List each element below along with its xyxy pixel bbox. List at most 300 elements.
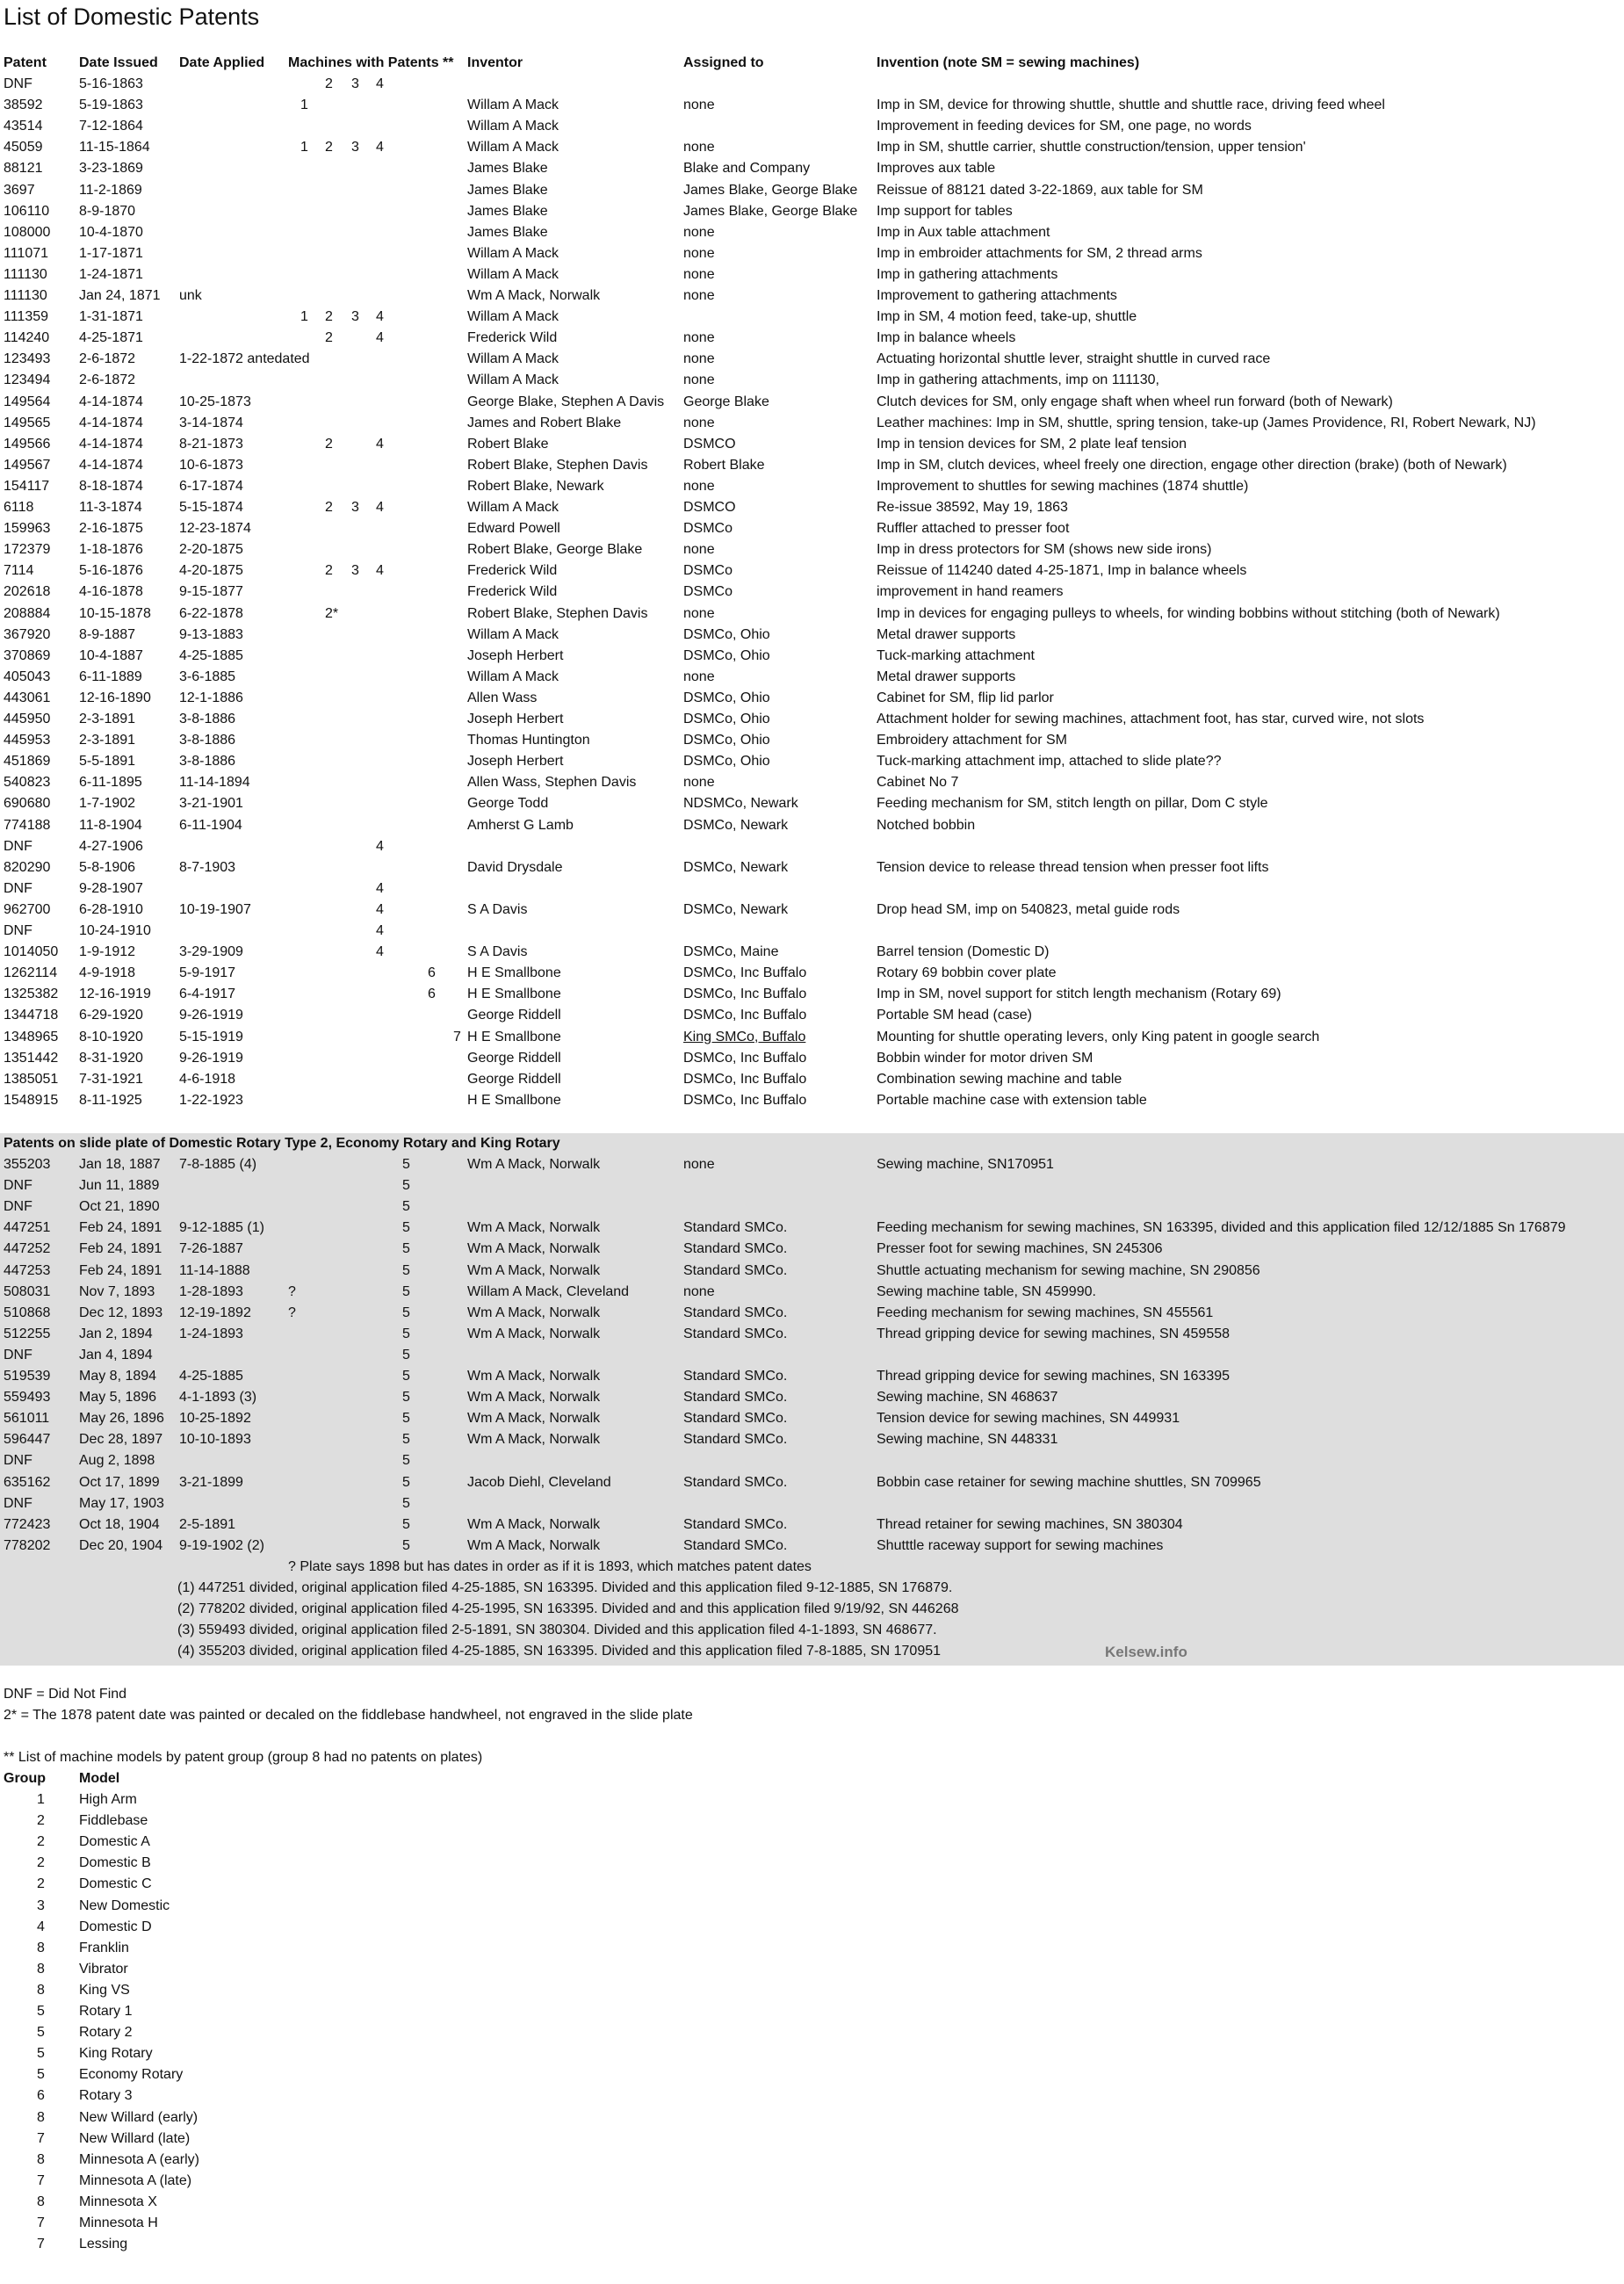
date-applied: 6-11-1904	[179, 817, 242, 833]
assigned-to: DSMCo, Ohio	[683, 754, 770, 770]
invention-description: Metal drawer supports	[877, 669, 1016, 684]
footnote-star: 2* = The 1878 patent date was painted or decaled on the fiddlebase handwheel, not engraved in the slide plate	[4, 1708, 693, 1723]
table-row	[0, 1239, 1624, 1260]
patent-number: 149565	[4, 415, 51, 430]
assigned-to: DSMCo, Ohio	[683, 647, 770, 663]
date-issued: 9-28-1907	[79, 880, 143, 896]
patent-number: 1385051	[4, 1071, 59, 1087]
table-row	[0, 604, 1624, 625]
assigned-to: DSMCO	[683, 436, 736, 452]
date-issued: 10-4-1887	[79, 647, 143, 663]
table-row	[0, 857, 1624, 878]
machine-group-mark: 5	[402, 1220, 410, 1236]
inventor: Wm A Mack, Norwalk	[467, 1537, 601, 1553]
model-row	[0, 1917, 1624, 1938]
assigned-to: none	[683, 330, 715, 346]
machine-group-mark: 5	[402, 1283, 410, 1299]
header-assigned-to: Assigned to	[683, 55, 764, 70]
inventor: Frederick Wild	[467, 330, 558, 346]
machine-group-mark: 5	[402, 1537, 410, 1553]
patent-number: DNF	[4, 1199, 32, 1215]
table-row	[0, 900, 1624, 921]
assigned-to: George Blake	[683, 394, 769, 409]
table-row	[0, 560, 1624, 582]
invention-description: Mounting for shuttle operating levers, only King patent in google search	[877, 1029, 1320, 1044]
table-row	[0, 921, 1624, 942]
machine-group-mark: 2	[325, 309, 333, 325]
date-applied: 9-12-1885 (1)	[179, 1220, 264, 1236]
model-group: 8	[37, 2151, 45, 2167]
date-issued: 6-28-1910	[79, 901, 143, 917]
date-issued: 4-14-1874	[79, 415, 143, 430]
inventor: Joseph Herbert	[467, 712, 564, 726]
inventor: Willam A Mack	[467, 351, 559, 367]
assigned-to: DSMCo, Newark	[683, 901, 789, 917]
model-name: King Rotary	[79, 2046, 153, 2062]
patent-number: 172379	[4, 542, 51, 558]
inventor: Willam A Mack	[467, 309, 559, 325]
table-header-row	[0, 53, 1624, 74]
assigned-to: none	[683, 1157, 715, 1172]
date-applied: 9-19-1902 (2)	[179, 1537, 264, 1553]
patent-number: 123494	[4, 372, 51, 388]
header-inventor: Inventor	[467, 55, 523, 70]
invention-description: Imp in balance wheels	[877, 330, 1016, 346]
date-issued: 7-12-1864	[79, 119, 143, 134]
invention-description: Bobbin winder for motor driven SM	[877, 1050, 1093, 1066]
patent-number: 6118	[4, 500, 34, 515]
date-issued: Feb 24, 1891	[79, 1220, 162, 1236]
date-issued: 8-11-1925	[79, 1092, 142, 1108]
table-row	[0, 625, 1624, 646]
date-applied: 3-21-1901	[179, 796, 243, 812]
model-name: Economy Rotary	[79, 2067, 184, 2083]
model-row	[0, 1896, 1624, 1917]
patent-number: 38592	[4, 98, 43, 113]
machine-group-mark: 4	[376, 436, 384, 452]
invention-description: Tension device for sewing machines, SN 449931	[877, 1411, 1180, 1427]
model-name: New Willard (late)	[79, 2130, 191, 2146]
date-applied: 9-26-1919	[179, 1050, 243, 1066]
table-row	[0, 984, 1624, 1005]
invention-description: Improvement in feeding devices for SM, one page, no words	[877, 119, 1252, 134]
machine-group-mark: 4	[376, 500, 384, 515]
inventor: James Blake	[467, 182, 548, 198]
invention-description: Reissue of 88121 dated 3-22-1869, aux table for SM	[877, 182, 1203, 198]
patent-number: 1014050	[4, 944, 59, 960]
slide-plate-note: (2) 778202 divided, original application filed 4-25-1995, SN 163395. Divided and and this application filed 9/19/92, SN 446268	[177, 1601, 959, 1617]
table-row	[0, 582, 1624, 603]
table-row	[0, 772, 1624, 793]
patent-number: 447252	[4, 1241, 51, 1257]
model-row	[0, 1980, 1624, 2001]
invention-description: Feeding mechanism for sewing machines, SN 163395, divided and this application filed 12/12/1885 Sn 176879	[877, 1220, 1566, 1236]
invention-description: Sewing machine, SN 448331	[877, 1432, 1058, 1448]
machine-group-mark: 2	[325, 140, 333, 155]
inventor: Thomas Huntington	[467, 733, 590, 748]
inventor: Willam A Mack	[467, 140, 559, 155]
date-applied: 3-14-1874	[179, 415, 243, 430]
machine-group-mark: 3	[351, 76, 359, 91]
model-row	[0, 2129, 1624, 2150]
date-issued: 11-15-1864	[79, 140, 150, 155]
models-header-group: Group	[4, 1771, 46, 1786]
date-issued: 5-16-1876	[79, 563, 143, 579]
model-group: 2	[37, 1813, 45, 1829]
table-row	[0, 1450, 1624, 1471]
patent-number: 519539	[4, 1369, 51, 1384]
patent-number: DNF	[4, 838, 32, 854]
machine-group-mark: 1	[300, 140, 308, 155]
machine-group-mark: 5	[402, 1495, 410, 1511]
invention-description: Thread gripping device for sewing machines, SN 163395	[877, 1369, 1231, 1384]
machine-group-mark: 4	[376, 944, 384, 960]
invention-description: Tension device to release thread tension when presser foot lifts	[877, 859, 1269, 875]
table-row	[0, 963, 1624, 984]
patent-number: 447253	[4, 1262, 51, 1278]
assigned-to: DSMCo, Inc Buffalo	[683, 1071, 807, 1087]
model-name: Minnesota A (late)	[79, 2172, 192, 2188]
date-issued: Nov 7, 1893	[79, 1283, 155, 1299]
machine-group-mark: 5	[402, 1157, 410, 1172]
invention-description: Imp in embroider attachments for SM, 2 thread arms	[877, 245, 1202, 261]
patent-number: 561011	[4, 1411, 50, 1427]
assigned-to: James Blake, George Blake	[683, 203, 858, 219]
date-applied: 1-24-1893	[179, 1326, 243, 1341]
table-row	[0, 1429, 1624, 1450]
invention-description: Tuck-marking attachment imp, attached to slide plate??	[877, 754, 1222, 770]
model-group: 7	[37, 2130, 45, 2146]
date-issued: 8-18-1874	[79, 478, 143, 494]
date-issued: 11-2-1869	[79, 182, 142, 198]
invention-description: Imp in SM, novel support for stitch length mechanism (Rotary 69)	[877, 987, 1281, 1002]
assigned-to: DSMCo, Ohio	[683, 626, 770, 642]
date-applied: 9-15-1877	[179, 584, 243, 600]
invention-description: Sewing machine, SN 468637	[877, 1390, 1058, 1406]
inventor: George Riddell	[467, 1008, 561, 1023]
assigned-to: Standard SMCo.	[683, 1411, 788, 1427]
date-issued: Dec 12, 1893	[79, 1305, 163, 1320]
date-applied: 8-21-1873	[179, 436, 243, 452]
date-issued: 6-11-1895	[79, 775, 142, 791]
header-date-applied: Date Applied	[179, 55, 265, 70]
table-row	[0, 370, 1624, 391]
date-issued: 1-17-1871	[79, 245, 143, 261]
table-row	[0, 815, 1624, 836]
invention-description: Improves aux table	[877, 161, 996, 177]
patent-number: 635162	[4, 1474, 51, 1490]
model-name: Fiddlebase	[79, 1813, 148, 1829]
date-issued: Dec 20, 1904	[79, 1537, 163, 1553]
date-applied: 11-14-1894	[179, 775, 250, 791]
date-issued: 1-24-1871	[79, 266, 143, 282]
inventor: Robert Blake	[467, 436, 549, 452]
table-row	[0, 1175, 1624, 1196]
page-title: List of Domestic Patents	[4, 4, 260, 30]
inventor: James Blake	[467, 161, 548, 177]
patent-number: 7114	[4, 563, 34, 579]
inventor: George Riddell	[467, 1071, 561, 1087]
machine-group-mark: 6	[428, 987, 436, 1002]
invention-description: Imp in SM, device for throwing shuttle, shuttle and shuttle race, driving feed wheel	[877, 98, 1385, 113]
date-applied: 4-25-1885	[179, 1369, 243, 1384]
model-group: 1	[37, 1792, 45, 1807]
date-issued: 4-9-1918	[79, 965, 136, 981]
patent-number: 123493	[4, 351, 51, 367]
inventor: H E Smallbone	[467, 987, 561, 1002]
date-issued: 5-19-1863	[79, 98, 143, 113]
date-issued: 2-16-1875	[79, 521, 143, 537]
table-row	[0, 1261, 1624, 1282]
inventor: Willam A Mack	[467, 372, 559, 388]
table-row	[0, 1282, 1624, 1303]
patent-number: 106110	[4, 203, 50, 219]
model-group: 8	[37, 2109, 45, 2125]
assigned-to: Standard SMCo.	[683, 1241, 788, 1257]
date-applied: 6-17-1874	[179, 478, 243, 494]
table-row	[0, 646, 1624, 667]
model-row	[0, 2064, 1624, 2085]
table-row	[0, 1536, 1624, 1557]
date-applied: 2-20-1875	[179, 542, 243, 558]
table-row	[0, 116, 1624, 137]
inventor: Willam A Mack	[467, 119, 559, 134]
date-issued: 11-8-1904	[79, 817, 142, 833]
inventor: Robert Blake, George Blake	[467, 542, 643, 558]
patent-number: DNF	[4, 1453, 32, 1469]
assigned-to: DSMCo	[683, 584, 733, 600]
machine-group-mark: 5	[402, 1326, 410, 1341]
machine-group-mark: 2	[325, 500, 333, 515]
machine-group-mark: 2	[325, 76, 333, 91]
inventor: Wm A Mack, Norwalk	[467, 288, 601, 303]
date-applied: 7-26-1887	[179, 1241, 243, 1257]
date-issued: 5-5-1891	[79, 754, 136, 770]
model-name: Domestic B	[79, 1855, 151, 1871]
date-applied: 1-22-1923	[179, 1092, 243, 1108]
patent-number: 451869	[4, 754, 51, 770]
slide-plate-note: (4) 355203 divided, original application filed 4-25-1885, SN 163395. Divided and this application filed 7-8-1885, SN 170951	[177, 1644, 942, 1659]
invention-description: Combination sewing machine and table	[877, 1071, 1122, 1087]
assigned-to: none	[683, 1283, 715, 1299]
inventor: Edward Powell	[467, 521, 560, 537]
model-group: 8	[37, 2194, 45, 2209]
patent-number: 445953	[4, 733, 51, 748]
invention-description: Attachment holder for sewing machines, attachment foot, has star, curved wire, not slots	[877, 712, 1425, 726]
assigned-to: King SMCo, Buffalo	[683, 1029, 806, 1044]
date-applied: 5-15-1874	[179, 500, 243, 515]
date-issued: 10-4-1870	[79, 224, 143, 240]
model-row	[0, 1959, 1624, 1980]
machine-group-mark: 3	[351, 500, 359, 515]
machine-group-mark: 5	[402, 1347, 410, 1362]
invention-description: Embroidery attachment for SM	[877, 733, 1067, 748]
inventor: James and Robert Blake	[467, 415, 622, 430]
table-row	[0, 539, 1624, 560]
inventor: Willam A Mack	[467, 98, 559, 113]
inventor: Wm A Mack, Norwalk	[467, 1220, 601, 1236]
invention-description: Bobbin case retainer for sewing machine shuttles, SN 709965	[877, 1474, 1261, 1490]
model-row	[0, 2171, 1624, 2192]
table-row	[0, 1366, 1624, 1387]
model-group: 8	[37, 1982, 45, 1998]
table-row	[0, 1408, 1624, 1429]
assigned-to: none	[683, 288, 715, 303]
patent-number: 43514	[4, 119, 43, 134]
model-row	[0, 2085, 1624, 2107]
date-applied: 3-8-1886	[179, 733, 236, 748]
assigned-to: Blake and Company	[683, 161, 811, 177]
table-row	[0, 1345, 1624, 1366]
patent-number: 559493	[4, 1390, 51, 1406]
date-applied: 12-1-1886	[179, 690, 243, 705]
date-applied: unk	[179, 288, 202, 303]
machine-group-mark: 2	[325, 436, 333, 452]
table-row	[0, 1154, 1624, 1175]
date-applied: 7-8-1885 (4)	[179, 1157, 257, 1172]
invention-description: Feeding mechanism for SM, stitch length on pillar, Dom C style	[877, 796, 1268, 812]
inventor: Allen Wass, Stephen Davis	[467, 775, 637, 791]
model-name: Rotary 3	[79, 2088, 133, 2104]
table-row	[0, 878, 1624, 900]
assigned-to: DSMCo, Ohio	[683, 733, 770, 748]
inventor: Wm A Mack, Norwalk	[467, 1241, 601, 1257]
model-group: 8	[37, 1940, 45, 1955]
inventor: S A Davis	[467, 944, 528, 960]
patent-number: DNF	[4, 1495, 32, 1511]
date-applied: 10-25-1892	[179, 1411, 251, 1427]
patent-number: 405043	[4, 669, 51, 684]
invention-description: Thread retainer for sewing machines, SN 380304	[877, 1516, 1183, 1532]
model-row	[0, 2213, 1624, 2234]
inventor: Willam A Mack, Cleveland	[467, 1283, 630, 1299]
patent-number: 1344718	[4, 1008, 59, 1023]
table-row	[0, 730, 1624, 751]
invention-description: Improvement to gathering attachments	[877, 288, 1117, 303]
table-row	[0, 1069, 1624, 1090]
date-applied: 10-10-1893	[179, 1432, 251, 1448]
machine-group-mark: 5	[402, 1453, 410, 1469]
patent-number: 1351442	[4, 1050, 59, 1066]
patent-number: 778202	[4, 1537, 51, 1553]
table-row	[0, 1048, 1624, 1069]
patent-number: 443061	[4, 690, 51, 705]
invention-description: Sewing machine, SN170951	[877, 1157, 1054, 1172]
table-row	[0, 1196, 1624, 1218]
assigned-to: DSMCo	[683, 563, 733, 579]
date-issued: Feb 24, 1891	[79, 1241, 162, 1257]
date-issued: 1-9-1912	[79, 944, 136, 960]
invention-description: Imp in gathering attachments	[877, 266, 1058, 282]
machine-group-mark: 2	[325, 330, 333, 346]
machine-group-mark: 4	[376, 330, 384, 346]
machine-group-mark: 1	[300, 98, 308, 113]
date-issued: May 8, 1894	[79, 1369, 157, 1384]
patent-number: 1348965	[4, 1029, 59, 1044]
inventor: Robert Blake, Stephen Davis	[467, 605, 648, 621]
date-issued: 4-27-1906	[79, 838, 143, 854]
inventor: Willam A Mack	[467, 500, 559, 515]
table-row	[0, 667, 1624, 688]
table-row	[0, 1090, 1624, 1111]
machine-group-mark: 7	[453, 1029, 461, 1044]
machine-group-mark: 4	[376, 563, 384, 579]
patent-number: 3697	[4, 182, 35, 198]
header-machines: Machines with Patents **	[288, 55, 454, 70]
date-issued: 8-31-1920	[79, 1050, 143, 1066]
model-group: 5	[37, 2046, 45, 2062]
model-row	[0, 1853, 1624, 1874]
assigned-to: DSMCo, Ohio	[683, 690, 770, 705]
inventor: George Riddell	[467, 1050, 561, 1066]
assigned-to: none	[683, 245, 715, 261]
patent-number: 111130	[4, 266, 47, 282]
inventor: George Blake, Stephen A Davis	[467, 394, 665, 409]
invention-description: Imp in SM, 4 motion feed, take-up, shuttle	[877, 309, 1137, 325]
assigned-to: none	[683, 140, 715, 155]
date-applied: 10-25-1873	[179, 394, 251, 409]
patent-number: 111359	[4, 309, 49, 325]
table-row	[0, 1493, 1624, 1514]
date-issued: 8-9-1887	[79, 626, 136, 642]
model-group: 5	[37, 2067, 45, 2083]
model-name: Rotary 2	[79, 2025, 133, 2041]
patent-number: 596447	[4, 1432, 51, 1448]
model-name: Franklin	[79, 1940, 129, 1955]
slide-plate-note: ? Plate says 1898 but has dates in order as if it is 1893, which matches patent dates	[288, 1559, 812, 1574]
inventor: David Drysdale	[467, 859, 563, 875]
date-issued: 2-6-1872	[79, 351, 136, 367]
machine-group-mark: 5	[402, 1516, 410, 1532]
patent-number: DNF	[4, 923, 32, 938]
invention-description: Reissue of 114240 dated 4-25-1871, Imp in balance wheels	[877, 563, 1247, 579]
assigned-to: DSMCo, Inc Buffalo	[683, 987, 807, 1002]
model-group: 2	[37, 1855, 45, 1871]
date-issued: Jun 11, 1889	[79, 1178, 160, 1194]
date-applied: 5-9-1917	[179, 965, 236, 981]
assigned-to: none	[683, 775, 715, 791]
date-issued: 4-16-1878	[79, 584, 143, 600]
inventor: Willam A Mack	[467, 266, 559, 282]
inventor: Wm A Mack, Norwalk	[467, 1411, 601, 1427]
inventor: James Blake	[467, 224, 548, 240]
invention-description: Imp in dress protectors for SM (shows new side irons)	[877, 542, 1212, 558]
patent-number: DNF	[4, 1178, 32, 1194]
assigned-to: James Blake, George Blake	[683, 182, 858, 198]
patent-number: 355203	[4, 1157, 51, 1172]
patent-number: 772423	[4, 1516, 51, 1532]
model-group: 2	[37, 1876, 45, 1892]
table-row	[0, 413, 1624, 434]
invention-description: Tuck-marking attachment	[877, 647, 1035, 663]
machine-group-mark: 4	[376, 901, 384, 917]
assigned-to: none	[683, 98, 715, 113]
date-issued: 2-6-1872	[79, 372, 136, 388]
patent-number: 367920	[4, 626, 51, 642]
patent-number: 512255	[4, 1326, 51, 1341]
table-row	[0, 95, 1624, 116]
model-name: Lessing	[79, 2237, 128, 2252]
patent-number: 1262114	[4, 965, 58, 981]
machine-group-mark: 5	[402, 1178, 410, 1194]
model-name: Minnesota X	[79, 2194, 157, 2209]
model-row	[0, 2150, 1624, 2171]
uncertain-mark: ?	[288, 1305, 296, 1320]
date-issued: 11-3-1874	[79, 500, 142, 515]
patent-number: 88121	[4, 161, 43, 177]
patent-number: 111071	[4, 245, 49, 261]
model-name: Vibrator	[79, 1961, 128, 1977]
